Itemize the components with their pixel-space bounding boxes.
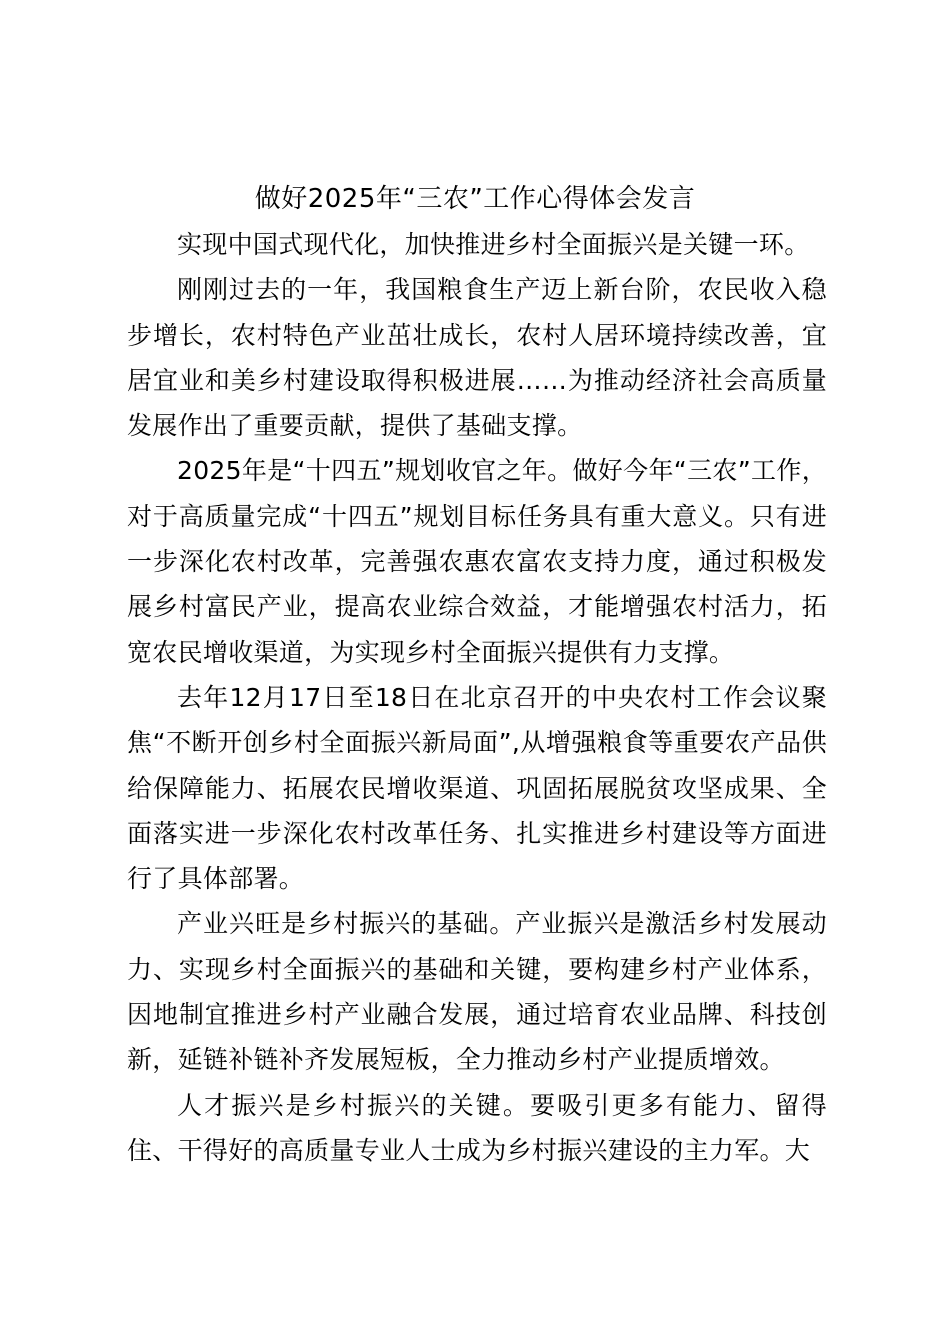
document-title: 做好2025年“三农”工作心得体会发言	[254, 184, 696, 214]
paragraph: 2025年是“十四五”规划收官之年。做好今年“三农”工作，对于高质量完成“十四五”规划目标任务具有重大意义。只有进一步深化农村改革，完善强农惠农富农支持力度，通过积极发展乡村富民产业，提高农业综合效益，才能增强农村活力，拓宽农民增收渠道，为实现乡村全面振兴提供有力支撑。	[127, 456, 827, 667]
paragraph: 实现中国式现代化，加快推进乡村全面振兴是关键一环。	[177, 230, 810, 259]
paragraph: 产业兴旺是乡村振兴的基础。产业振兴是激活乡村发展动力、实现乡村全面振兴的基础和关键，要构建乡村产业体系，因地制宜推进乡村产业融合发展，通过培育农业品牌、科技创新，延链补链补齐发展短板，全力推动乡村产业提质增效。	[127, 909, 827, 1075]
paragraph: 刚刚过去的一年，我国粮食生产迈上新台阶，农民收入稳步增长，农村特色产业茁壮成长，农村人居环境持续改善，宜居宜业和美乡村建设取得积极进展……为推动经济社会高质量发展作出了重要贡献，提供了基础支撑。	[127, 275, 827, 441]
document-body	[127, 222, 827, 1173]
paragraph: 人才振兴是乡村振兴的关键。要吸引更多有能力、留得住、干得好的高质量专业人士成为乡村振兴建设的主力军。大	[127, 1090, 827, 1165]
paragraph: 去年12月17日至18日在北京召开的中央农村工作会议聚焦“不断开创乡村全面振兴新局面”,从增强粮食等重要农产品供给保障能力、拓展农民增收渠道、巩固拓展脱贫攻坚成果、全面落实进一步深化农村改革任务、扎实推进乡村建设等方面进行了具体部署。	[127, 682, 827, 894]
